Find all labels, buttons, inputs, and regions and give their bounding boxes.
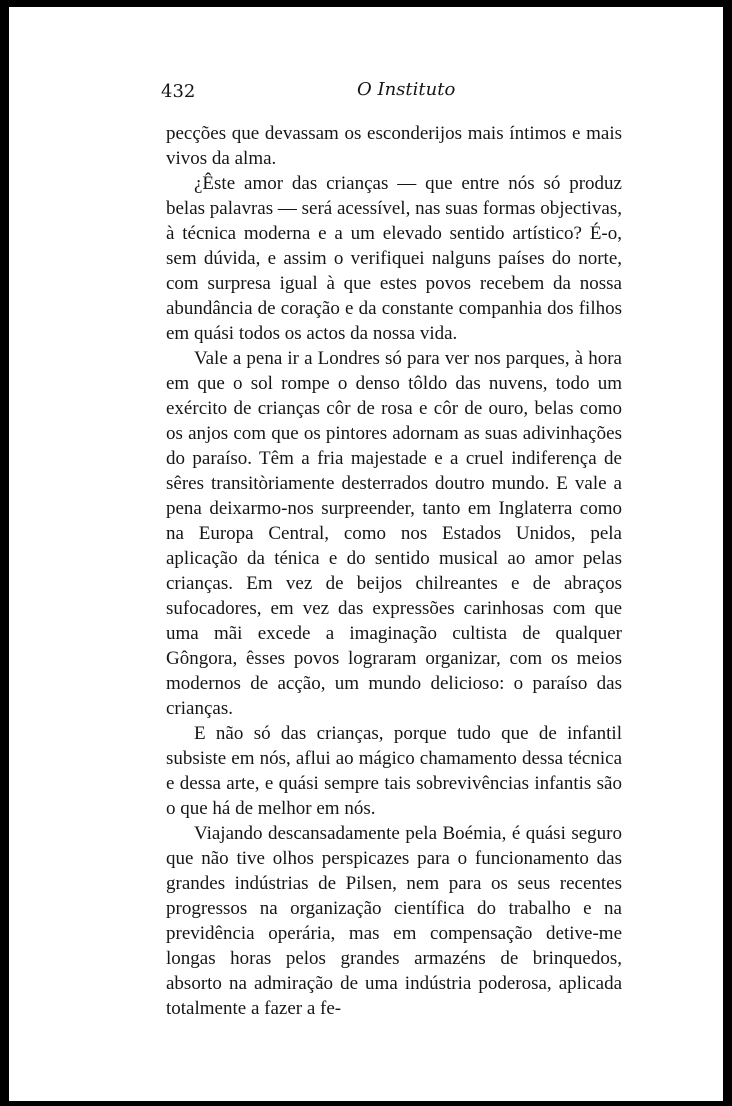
scanned-page [5, 5, 727, 1101]
paragraph-5: Viajando descansadamente pela Boémia, é quási seguro que não tive olhos perspicazes para o funcionamento das grandes indústrias de Pilsen, nem para os seus recentes progressos na organização científica do trabalho e na previdência operária, mas em compensação detive-me longas horas pelos grandes armazéns de brinquedos, absorto na admiração de uma indústria poderosa, aplicada totalmente a fazer a fe- [166, 823, 622, 1019]
body-text [166, 121, 622, 1021]
paragraph-4: E não só das crianças, porque tudo que de infantil subsiste em nós, aflui ao mágico chamamento dessa técnica e dessa arte, e quási sempre tais sobrevivências infantis são o que há de melhor em nós. [166, 723, 622, 819]
paragraph-1: pecções que devassam os esconderijos mais íntimos e mais vivos da alma. [166, 123, 622, 169]
running-head [161, 79, 621, 103]
paragraph-3: Vale a pena ir a Londres só para ver nos parques, à hora em que o sol rompe o denso tôldo das nuvens, todo um exército de crianças côr de rosa e côr de ouro, belas como os anjos com que os pintores adornam as suas adivinhações do paraíso. Têm a fria majestade e a cruel indiferença de sêres transitòriamente desterrados doutro mundo. E vale a pena deixarmo-nos surpreender, tanto em Inglaterra como na Europa Central, como nos Estados Unidos, pela aplicação da ténica e do sentido musical ao amor pelas crianças. Em vez de beijos chilreantes e de abraços sufocadores, em vez das expressões carinhosas com que uma mãi excede a imaginação cultista de qualquer Gôngora, êsses povos lograram organizar, com os meios modernos de acção, um mundo delicioso: o paraíso das crianças. [166, 348, 622, 719]
paragraph-2: ¿Êste amor das crianças — que entre nós só produz belas palavras — será acessível, nas suas formas objectivas, à técnica moderna e a um elevado sentido artístico? É-o, sem dúvida, e assim o verifiquei nalguns países do norte, com surpresa igual à que estes povos recebem da nossa abundância de coração e da constante companhia dos filhos em quási todos os actos da nossa vida. [166, 173, 622, 344]
running-title: O Instituto [357, 79, 456, 100]
page-number: 432 [161, 81, 196, 102]
